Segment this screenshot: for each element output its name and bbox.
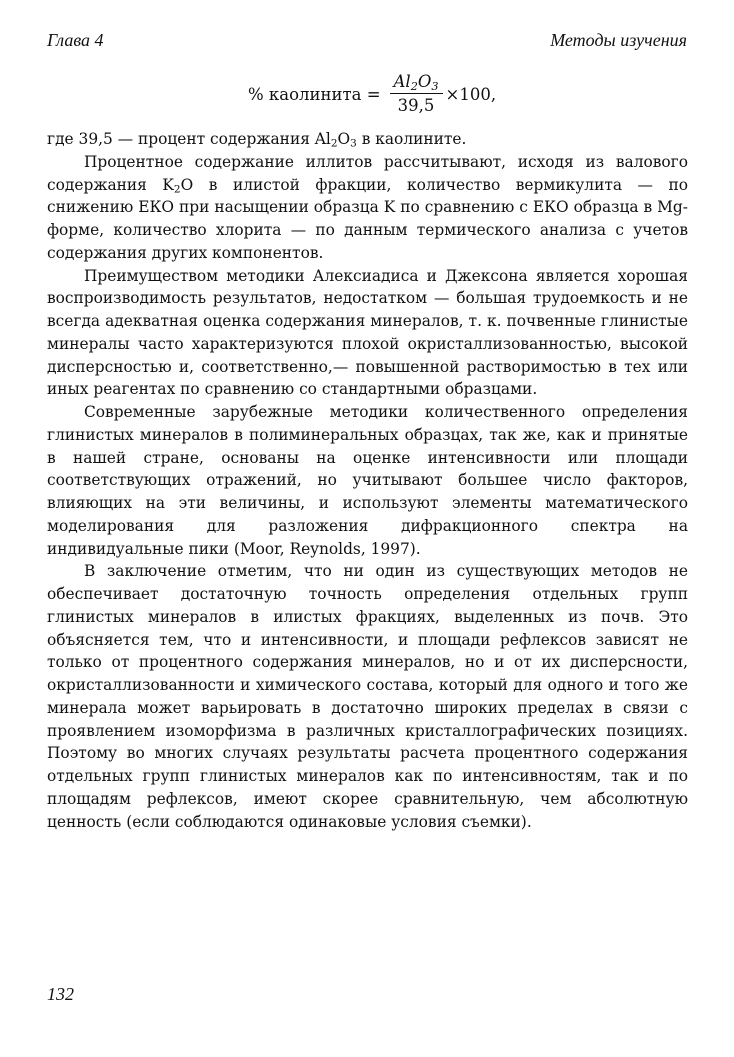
formula-fraction [390,72,443,117]
paragraph-illite [47,151,688,265]
formula-lhs: % каолинита = [248,84,381,104]
note-text-end: в каолините. [356,130,467,148]
numerator-al: Al [393,71,411,91]
section-title: Методы изучения [550,30,687,50]
paragraph-formula-note [47,128,688,151]
chapter-label: Глава 4 [47,30,104,50]
numerator-o: O [417,71,432,91]
formula-denominator: 39,5 [397,95,435,115]
numerator-sub-3: 3 [431,79,439,93]
illite-sub-2: 2 [173,183,181,196]
formula-rhs: ×100, [445,84,497,104]
paragraph-method-advantages: Преимуществом методики Алексиадиса и Джексона является хорошая воспроизводимость результатов, недостатком — большая трудоемкость и не всегда адекватная оценка содержания минералов, т. к. почвенные глинистые минералы часто характеризуются плохой окристаллизованностью, высокой дисперсностью и, соответственно,— повышенной растворимостью в тех или иных реагентах по сравнению со стандартными образцами. [47,266,688,399]
note-sub-3: 3 [350,137,357,150]
illite-text-end: O в илистой фракции, количество вермикулита — по снижению ЕКО при насыщении образца K по сравнению с ЕКО образца в Mg-форме, количество хлорита — по данным термического анализа с учетов содержания других компонентов. [47,175,688,262]
formula-numerator [390,72,443,94]
illite-text-start: Процентное содержание иллитов рассчитывают, исходя из валового содержания K [47,152,688,194]
paragraph-conclusion: В заключение отметим, что ни один из существующих методов не обеспечивает достаточную точность определения отдельных групп глинистых минералов в илистых фракциях, выделенных из почв. Это объясняется тем, что и интенсивности, и площади рефлексов зависят не только от процентного содержания минералов, но и от их дисперсности, окристаллизованности и химического состава, который для одного и того же минерала может варьировать в достаточно широких пределах в связи с проявлением изоморфизма в различных кристаллографических позициях. Поэтому во многих случаях результаты расчета процентного содержания отдельных групп глинистых минералов как по интенсивностям, так и по площадям рефлексов, имеют скорее сравнительную, чем абсолютную ценность (если соблюдаются одинаковые условия съемки). [47,562,688,831]
running-head [47,30,687,52]
note-text-o: O [337,130,351,148]
kaolinite-formula [248,70,496,118]
note-text-start: где 39,5 — процент содержания Al [47,130,331,148]
note-sub-2: 2 [330,137,338,150]
body-text [47,128,688,833]
numerator-sub-2: 2 [410,79,418,93]
page-number: 132 [47,984,74,1004]
paragraph-modern-methods: Современные зарубежные методики количественного определения глинистых минералов в полиминеральных образцах, так же, как и принятые в нашей стране, основаны на оценке интенсивности или площади соответствующих отражений, но учитывают большее число факторов, влияющих на эти величины, и используют элементы математического моделирования для разложения дифракционного спектра на индивидуальные пики (Moor, Reynolds, 1997). [47,403,688,558]
